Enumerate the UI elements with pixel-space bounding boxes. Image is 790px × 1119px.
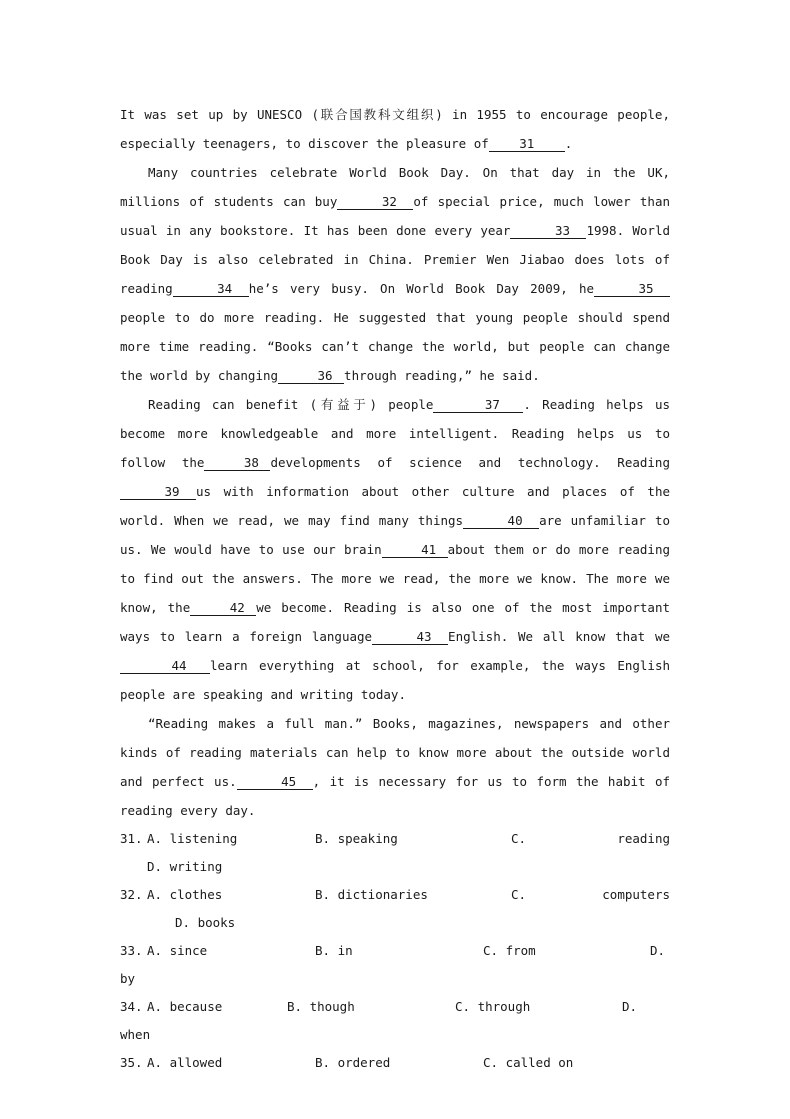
option-b: B. ordered xyxy=(315,1055,391,1070)
question-34 xyxy=(120,993,670,1049)
question-32 xyxy=(120,881,670,937)
option-b: B. speaking xyxy=(315,831,398,846)
blank-38: 38 xyxy=(204,455,270,471)
text: learn everything at school, for example, the ways English people are speaking and writing today. xyxy=(120,658,670,702)
text: of special price, much lower than usual in any bookstore. It has been done every year xyxy=(120,194,670,238)
text: Reading can benefit (有益于) people xyxy=(148,397,434,412)
text: are unfamiliar to us. We would have to use our brain xyxy=(120,513,670,557)
question-number: 35. xyxy=(120,1055,143,1070)
option-a: A. allowed xyxy=(147,1055,223,1070)
blank-34: 34 xyxy=(173,281,249,297)
blank-45: 45 xyxy=(237,774,313,790)
document-page xyxy=(120,100,670,1077)
text: It was set up by UNESCO (联合国教科文组织) in 1955 to encourage people, especially teenagers, to discover the pleasure of xyxy=(120,107,670,151)
blank-42: 42 xyxy=(190,600,256,616)
question-31 xyxy=(120,825,670,881)
question-33 xyxy=(120,937,670,993)
option-a: A. since xyxy=(147,943,208,958)
paragraph-1 xyxy=(120,100,670,158)
blank-43: 43 xyxy=(372,629,448,645)
option-b: B. though xyxy=(287,999,355,1014)
option-d-label: D. xyxy=(650,943,666,958)
option-d: D. books xyxy=(175,915,236,930)
option-c: C. called on xyxy=(483,1055,574,1070)
paragraph-2 xyxy=(120,158,670,390)
option-c: C. from xyxy=(483,943,536,958)
text: he’s very busy. On World Book Day 2009, he xyxy=(248,281,594,296)
option-a: A. clothes xyxy=(147,887,223,902)
question-number: 33. xyxy=(120,943,143,958)
option-a: A. listening xyxy=(147,831,238,846)
text: developments of science and technology. Reading xyxy=(270,455,670,470)
text: through reading,” he said. xyxy=(344,368,540,383)
option-c: C. xyxy=(511,887,527,902)
blank-35: 35 xyxy=(594,281,670,297)
option-b: B. dictionaries xyxy=(315,887,428,902)
text: . xyxy=(564,136,573,151)
text: 1998. World Book Day is also celebrated in China. Premier Wen Jiabao does lots of reading xyxy=(120,223,670,296)
blank-31: 31 xyxy=(489,136,565,152)
text: “Reading makes a full man.” Books, magazines, newspapers and other kinds of reading materials can help to know more about the outside world and perfect us. xyxy=(120,716,670,789)
text: we become. Reading is also one of the most important ways to learn a foreign language xyxy=(120,600,670,644)
option-d-label: D. xyxy=(622,999,638,1014)
option-c: C. xyxy=(511,831,527,846)
blank-40: 40 xyxy=(463,513,539,529)
blank-37: 37 xyxy=(433,397,523,413)
text: people to do more reading. He suggested that young people should spend more time reading. “Books can’t change the world, but people can change the world by changing xyxy=(120,310,670,383)
blank-36: 36 xyxy=(278,368,344,384)
question-number: 31. xyxy=(120,831,143,846)
option-c-text: reading xyxy=(617,831,670,846)
paragraph-4 xyxy=(120,709,670,825)
blank-44: 44 xyxy=(120,658,210,674)
option-d-text: when xyxy=(120,1027,151,1042)
question-35 xyxy=(120,1049,670,1077)
option-b: B. in xyxy=(315,943,353,958)
question-number: 34. xyxy=(120,999,143,1014)
option-a: A. because xyxy=(147,999,223,1014)
option-c: C. through xyxy=(455,999,531,1014)
option-c-text: computers xyxy=(602,887,670,902)
option-d: D. writing xyxy=(147,859,223,874)
question-number: 32. xyxy=(120,887,143,902)
text: about them or do more reading to find out the answers. The more we read, the more we know. The more we know, the xyxy=(120,542,670,615)
option-d-text: by xyxy=(120,971,136,986)
text: us with information about other culture and places of the world. When we read, we may find many things xyxy=(120,484,670,528)
text: , it is necessary for us to form the habit of reading every day. xyxy=(120,774,671,818)
paragraph-3 xyxy=(120,390,670,709)
blank-33: 33 xyxy=(510,223,586,239)
blank-39: 39 xyxy=(120,484,196,500)
blank-32: 32 xyxy=(337,194,413,210)
text: Many countries celebrate World Book Day. On that day in the UK, millions of students can buy xyxy=(120,165,670,209)
text: English. We all know that we xyxy=(448,629,670,644)
text: . Reading helps us become more knowledgeable and more intelligent. Reading helps us to follow the xyxy=(120,397,670,470)
blank-41: 41 xyxy=(382,542,448,558)
